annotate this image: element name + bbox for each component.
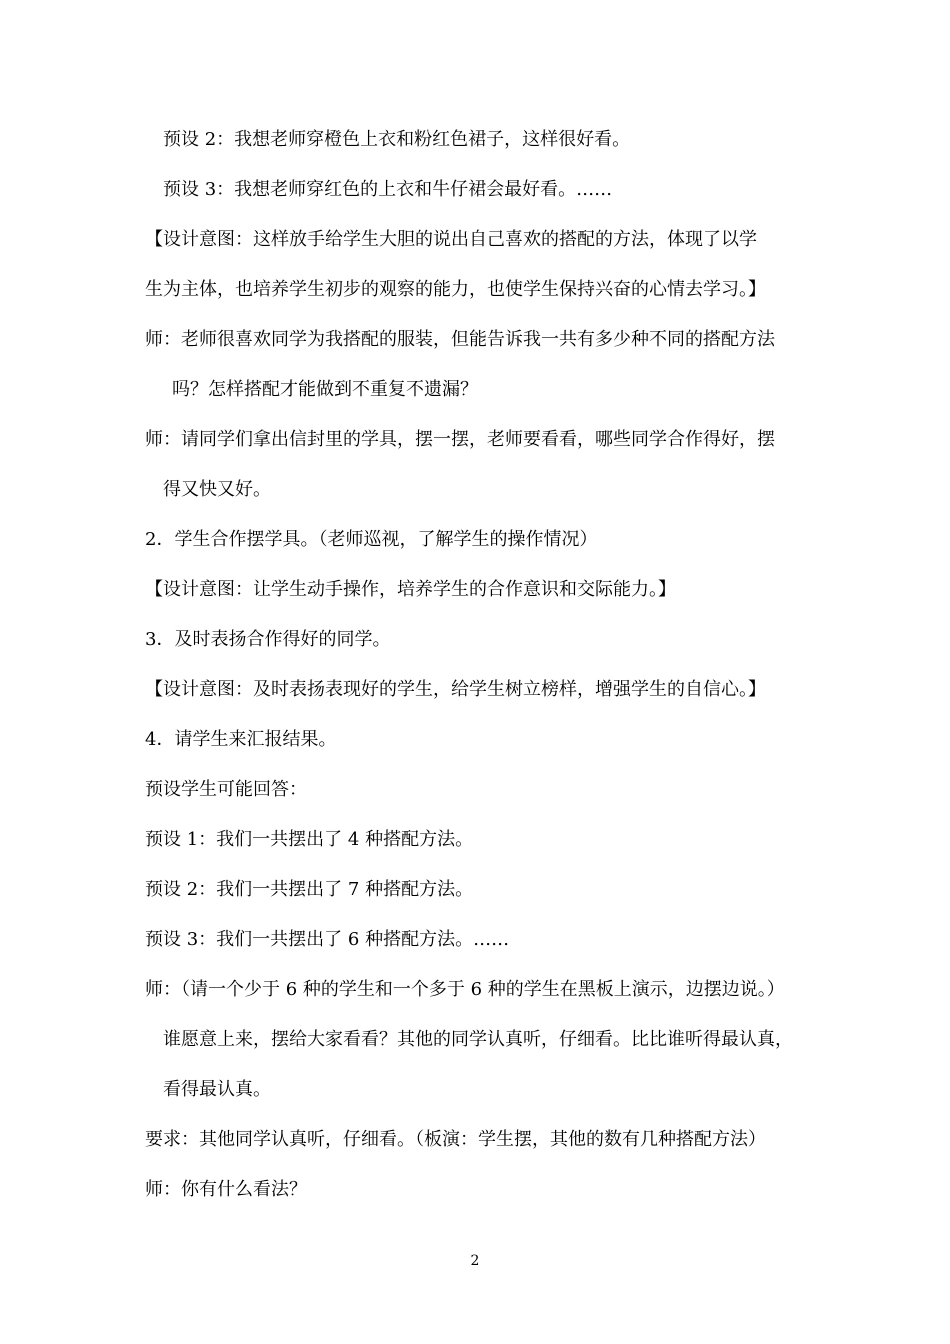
text-line-design-intent-1b: 生为主体，也培养学生初步的观察的能力，也使学生保持兴奋的心情去学习。】 xyxy=(145,279,766,300)
page-number: 2 xyxy=(470,1253,480,1269)
text-line-preset-3-clothing: 预设 3：我想老师穿红色的上衣和牛仔裙会最好看。…… xyxy=(163,179,613,200)
text-line-teacher-demo-c: 看得最认真。 xyxy=(163,1079,271,1100)
text-line-preset-2-clothing: 预设 2：我想老师穿橙色上衣和粉红色裙子，这样很好看。 xyxy=(163,129,631,150)
text-line-teacher-instruction-a: 师：请同学们拿出信封里的学具，摆一摆，老师要看看，哪些同学合作得好，摆 xyxy=(145,429,775,450)
text-line-teacher-ask: 师：你有什么看法？ xyxy=(145,1179,307,1200)
text-line-requirement: 要求：其他同学认真听，仔细看。（板演：学生摆，其他的数有几种搭配方法） xyxy=(145,1129,766,1150)
text-line-teacher-instruction-b: 得又快又好。 xyxy=(163,479,271,500)
text-line-teacher-question-a: 师：老师很喜欢同学为我搭配的服装，但能告诉我一共有多少种不同的搭配方法 xyxy=(145,329,775,350)
text-line-step-2: 2．学生合作摆学具。（老师巡视，了解学生的操作情况） xyxy=(145,529,598,550)
text-line-step-3: 3．及时表扬合作得好的同学。 xyxy=(145,629,391,650)
text-line-preset-2-answer: 预设 2：我们一共摆出了 7 种搭配方法。 xyxy=(145,879,474,900)
text-line-possible-answers: 预设学生可能回答： xyxy=(145,779,307,800)
text-line-teacher-demo-a: 师：（请一个少于 6 种的学生和一个多于 6 种的学生在黑板上演示，边摆边说。） xyxy=(145,979,785,1000)
text-line-teacher-demo-b: 谁愿意上来，摆给大家看看？其他的同学认真听，仔细看。比比谁听得最认真， xyxy=(163,1029,793,1050)
text-line-design-intent-2: 【设计意图：让学生动手操作，培养学生的合作意识和交际能力。】 xyxy=(145,579,676,600)
text-line-preset-1-answer: 预设 1：我们一共摆出了 4 种搭配方法。 xyxy=(145,829,474,850)
text-line-preset-3-answer: 预设 3：我们一共摆出了 6 种搭配方法。…… xyxy=(145,929,510,950)
text-line-design-intent-1a: 【设计意图：这样放手给学生大胆的说出自己喜欢的搭配的方法，体现了以学 xyxy=(145,229,757,250)
text-line-step-4: 4．请学生来汇报结果。 xyxy=(145,729,337,750)
text-line-design-intent-3: 【设计意图：及时表扬表现好的学生，给学生树立榜样，增强学生的自信心。】 xyxy=(145,679,766,700)
text-line-teacher-question-b: 吗？怎样搭配才能做到不重复不遗漏？ xyxy=(172,379,478,400)
